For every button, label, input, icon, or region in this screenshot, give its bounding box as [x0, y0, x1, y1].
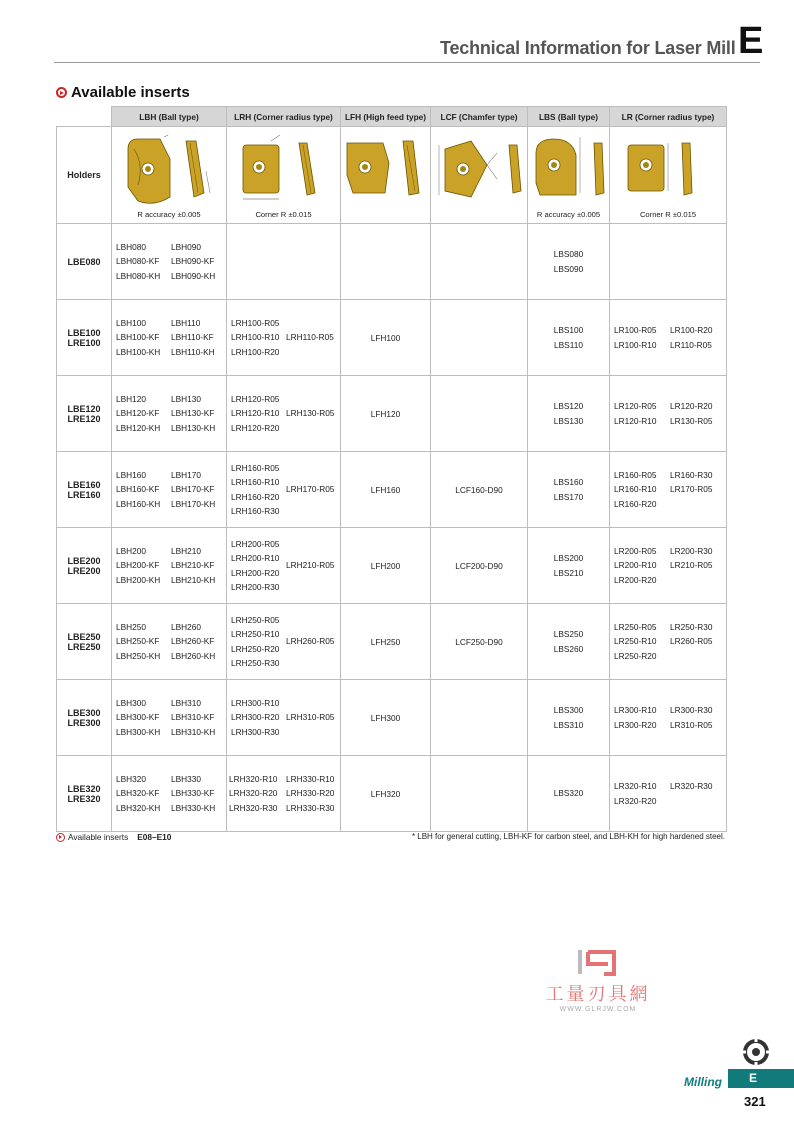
insert-code: LRH300-R10: [231, 697, 280, 708]
holder-cell: [57, 528, 112, 604]
insert-code: LBH110-KH: [171, 346, 215, 357]
insert-code: LR250-R10: [614, 636, 657, 647]
insert-code: LRH330-R10: [286, 773, 335, 784]
holder-name: LRE300: [67, 717, 101, 728]
insert-code: LBH130-KF: [171, 408, 215, 419]
insert-code: LRH120-R10: [231, 408, 280, 419]
insert-code: LR250-R05: [614, 621, 657, 632]
insert-code: LBH160: [116, 469, 146, 480]
lbh-grid: [112, 392, 226, 436]
lrh-cell: [227, 376, 341, 452]
insert-code: LBH130: [171, 393, 201, 404]
holder-name: LRE250: [67, 641, 101, 652]
insert-code: LR200-R10: [614, 560, 657, 571]
holder-cell: [57, 376, 112, 452]
insert-code: LR100-R20: [670, 325, 713, 335]
insert-code: LBH170-KH: [171, 498, 216, 509]
lbh-cell: [112, 300, 227, 376]
lbs-cell: [528, 224, 610, 300]
lrh-stack: [229, 696, 286, 740]
lrh-cell: [227, 528, 341, 604]
insert-code: LBH130-KH: [171, 422, 216, 433]
holder-name: LRE100: [67, 337, 101, 348]
insert-code: LRH320-R10: [229, 773, 278, 784]
insert-code: LRH130-R05: [286, 408, 335, 419]
table-row: [57, 528, 727, 604]
lrh-grid: [227, 696, 340, 740]
insert-code: LBH120-KH: [116, 422, 161, 433]
lrh-stack: [229, 537, 286, 595]
insert-code: LBH110-KF: [171, 332, 214, 343]
lrh-grid: [227, 772, 340, 816]
insert-code: LBH300-KF: [116, 712, 160, 723]
arrow-circle-icon: [56, 87, 67, 98]
lbh-grid: [112, 544, 226, 588]
insert-code: LBH250-KF: [116, 636, 160, 647]
header-rule: [54, 62, 760, 63]
insert-code: LBS170: [553, 491, 584, 502]
lbs-cell: [528, 756, 610, 832]
lr-grid: [610, 544, 726, 588]
insert-code: LRH320-R30: [229, 802, 278, 813]
watermark-text: 工量刃具網: [545, 984, 651, 1004]
lr-cell: [610, 604, 727, 680]
insert-code: LR120-R10: [614, 415, 657, 426]
section-name: Milling: [684, 1075, 722, 1089]
lcf-cell: LCF200-D90: [431, 528, 528, 604]
insert-code: LBS250: [553, 629, 584, 639]
table-header-row: [57, 107, 727, 127]
lrh-insert-drawing: [239, 135, 334, 207]
lfh-cell: LFH200: [341, 528, 431, 604]
insert-code: LBS100: [553, 325, 584, 335]
lbh-grid: [112, 316, 226, 360]
insert-code: LR200-R05: [614, 545, 657, 556]
col-header-lbh: LBH (Ball type): [112, 107, 227, 127]
insert-code: LBH090: [171, 241, 201, 252]
lrh-stack: [229, 392, 286, 436]
lbs-stack: [528, 627, 609, 656]
insert-code: LBH210-KH: [171, 574, 216, 585]
lrh-cell: [227, 756, 341, 832]
col-header-lcf: LCF (Chamfer type): [431, 107, 528, 127]
insert-code: LRH120-R20: [231, 422, 280, 433]
insert-code: LBH210: [171, 545, 201, 556]
insert-code: LBH260-KF: [171, 636, 215, 647]
lr-grid: [610, 703, 726, 732]
insert-code: LR160-R05: [614, 469, 657, 480]
lfh-insert-drawing: [345, 135, 425, 207]
insert-code: LBH090-KH: [171, 270, 216, 281]
insert-code: LRH330-R20: [286, 788, 335, 799]
insert-code: LR320-R20: [614, 795, 657, 806]
insert-code: LBH300: [116, 697, 146, 708]
insert-code: LRH310-R05: [286, 712, 335, 723]
insert-code: LRH210-R05: [286, 560, 335, 571]
insert-code: LBS090: [553, 263, 584, 274]
lbh-grid: [112, 620, 226, 664]
insert-code: LR100-R10: [614, 339, 657, 350]
lbs-cell: [528, 376, 610, 452]
insert-code: LBH200-KH: [116, 574, 161, 585]
insert-code: LBS120: [553, 401, 584, 411]
insert-code: LBH300-KH: [116, 726, 161, 737]
holder-name: LBE160: [67, 479, 101, 490]
insert-code: LRH300-R30: [231, 726, 280, 737]
lr-cell: [610, 224, 727, 300]
insert-code: LBH320: [116, 773, 146, 784]
insert-code: LRH200-R30: [231, 582, 280, 592]
lbs-image-cell: [528, 127, 610, 224]
insert-code: LBH250: [116, 621, 146, 632]
table-row: [57, 300, 727, 376]
insert-code: LRH320-R20: [229, 788, 278, 799]
lbh-grid: [112, 772, 226, 816]
insert-code: LBH330: [171, 773, 201, 784]
arrow-circle-icon: [56, 833, 65, 842]
lfh-cell: LFH320: [341, 756, 431, 832]
section-letter: E: [738, 20, 764, 62]
watermark-url: WWW.GLRJW.COM: [559, 1006, 637, 1013]
insert-code: [670, 794, 726, 809]
lrh-cell: [227, 300, 341, 376]
holder-name: LBE320: [67, 783, 101, 794]
insert-code: LBS160: [553, 477, 584, 487]
table-row: [57, 376, 727, 452]
footer-ref-pages: E08–E10: [137, 832, 172, 842]
lr-image-cell: [610, 127, 727, 224]
lrh-stack: [229, 461, 286, 519]
lrh-grid: [227, 537, 340, 595]
holder-cell: [57, 300, 112, 376]
insert-code: LRH110-R05: [286, 332, 334, 343]
lr-grid: [610, 620, 726, 664]
insert-code: LRH100-R10: [231, 332, 280, 343]
insert-code: LBH310-KH: [171, 726, 216, 737]
watermark: [528, 948, 668, 1013]
holder-name: LBE200: [67, 555, 101, 566]
lcf-cell: [431, 756, 528, 832]
corner-cell: [57, 107, 112, 127]
lfh-cell: LFH120: [341, 376, 431, 452]
lbs-cell: [528, 300, 610, 376]
lcf-cell: [431, 300, 528, 376]
insert-code: LRH330-R30: [286, 802, 335, 813]
insert-code: LBS110: [554, 339, 583, 350]
insert-code: LR300-R30: [670, 705, 713, 715]
footer-reference: [56, 832, 171, 842]
insert-code: LBS080: [553, 249, 584, 259]
lcf-cell: LCF160-D90: [431, 452, 528, 528]
insert-code: LR210-R05: [670, 560, 713, 571]
lrh-cell: [227, 452, 341, 528]
insert-code: LR110-R05: [670, 339, 712, 350]
insert-code: LBH320-KF: [116, 788, 160, 799]
insert-code: LBH310: [171, 697, 201, 708]
insert-code: LBH200: [116, 545, 146, 556]
lbs-stack: [528, 323, 609, 352]
insert-code: LBH080-KH: [116, 270, 161, 281]
lr-cell: [610, 300, 727, 376]
lr-cell: [610, 528, 727, 604]
insert-code: LBS210: [553, 567, 584, 578]
insert-code: LRH200-R05: [231, 538, 280, 549]
lbh-cell: [112, 604, 227, 680]
insert-code: LBS310: [553, 719, 584, 730]
insert-code: LRH200-R20: [231, 567, 280, 578]
col-header-lrh: LRH (Corner radius type): [227, 107, 341, 127]
image-row: [57, 127, 727, 224]
insert-code: LRH260-R05: [286, 636, 335, 647]
lr-cell: [610, 680, 727, 756]
lbh-note: R accuracy ±0.005: [137, 210, 201, 219]
holders-label: Holders: [57, 127, 112, 224]
page-number: 321: [744, 1094, 766, 1109]
insert-code: LR200-R20: [614, 574, 657, 585]
insert-code: LRH160-R30: [231, 506, 280, 516]
holder-name: LRE200: [67, 565, 101, 576]
holder-name: LRE160: [67, 489, 101, 500]
insert-code: LBH170: [171, 469, 201, 480]
lbh-insert-drawing: [124, 135, 219, 207]
table-row: [57, 452, 727, 528]
lbh-grid: [112, 696, 226, 740]
page-header-title: Technical Information for Laser Mill: [440, 38, 736, 58]
insert-code: LRH250-R05: [231, 614, 280, 625]
milling-cutter-icon: [740, 1036, 772, 1068]
insert-code: LRH250-R10: [231, 629, 280, 639]
lr-grid: [610, 468, 726, 512]
table-row: [57, 680, 727, 756]
lbh-cell: [112, 756, 227, 832]
lbh-grid: [112, 240, 226, 284]
insert-code: LR160-R20: [614, 498, 657, 509]
lbs-cell: [528, 452, 610, 528]
lfh-cell: LFH100: [341, 300, 431, 376]
insert-code: LRH200-R10: [231, 553, 280, 563]
insert-code: LR320-R10: [614, 781, 657, 791]
lbs-stack: [528, 551, 609, 580]
lbh-cell: [112, 376, 227, 452]
insert-code: LBH100: [116, 317, 146, 328]
lrh-stack: [229, 316, 286, 360]
insert-code: LBH110: [171, 317, 201, 328]
lbh-grid: [112, 468, 226, 512]
insert-code: LRH250-R30: [231, 658, 280, 668]
lfh-cell: LFH250: [341, 604, 431, 680]
insert-code: LRH250-R20: [231, 643, 280, 654]
lfh-image-cell: [341, 127, 431, 224]
insert-code: [670, 573, 726, 588]
insert-code: LR160-R10: [614, 484, 657, 495]
lcf-cell: [431, 224, 528, 300]
insert-code: LRH160-R10: [231, 477, 280, 487]
insert-code: LBH160-KF: [116, 484, 160, 495]
col-header-lfh: LFH (High feed type): [341, 107, 431, 127]
lrh-note: Corner R ±0.015: [255, 210, 312, 219]
lcf-cell: [431, 680, 528, 756]
lcf-insert-drawing: [437, 135, 527, 207]
insert-code: [670, 649, 726, 664]
insert-code: LRH160-R05: [231, 462, 280, 473]
insert-code: LR200-R30: [670, 545, 713, 556]
insert-code: LR260-R05: [670, 636, 713, 647]
lbs-cell: [528, 604, 610, 680]
lbh-cell: [112, 680, 227, 756]
insert-code: LRH100-R05: [231, 317, 280, 328]
lr-grid: [610, 323, 726, 352]
insert-code: LBS200: [553, 553, 584, 563]
insert-code: LBS260: [553, 643, 584, 654]
holder-cell: [57, 756, 112, 832]
holder-name: LBE250: [67, 631, 101, 642]
lr-cell: [610, 756, 727, 832]
insert-code: LBS130: [553, 415, 584, 426]
lbs-insert-drawing: [532, 135, 612, 207]
watermark-logo-icon: [574, 948, 622, 978]
table-row: [57, 604, 727, 680]
insert-code: LRH160-R20: [231, 491, 280, 502]
lr-grid: [610, 399, 726, 428]
inserts-table: [56, 106, 727, 832]
lrh-grid: [227, 392, 340, 436]
insert-code: LR130-R05: [670, 415, 713, 426]
lcf-cell: [431, 376, 528, 452]
lfh-cell: LFH300: [341, 680, 431, 756]
holder-name: LRE120: [67, 413, 101, 424]
holder-cell: [57, 604, 112, 680]
lrh-cell: [227, 680, 341, 756]
holder-cell: [57, 224, 112, 300]
insert-code: LR170-R05: [670, 484, 713, 495]
insert-code: LBH260: [171, 621, 201, 632]
insert-code: LR160-R30: [670, 469, 713, 480]
insert-code: LR120-R05: [614, 401, 657, 411]
insert-code: LR100-R05: [614, 325, 657, 335]
lr-cell: [610, 376, 727, 452]
lfh-cell: LFH160: [341, 452, 431, 528]
insert-code: [670, 497, 726, 512]
insert-code: LBH250-KH: [116, 650, 161, 661]
lcf-image-cell: [431, 127, 528, 224]
insert-code: LR300-R20: [614, 719, 657, 730]
section-title: [56, 84, 190, 101]
lbs-stack: [528, 786, 609, 801]
insert-code: LR310-R05: [670, 719, 713, 730]
table-row: [57, 224, 727, 300]
footer-note: * LBH for general cutting, LBH-KF for carbon steel, and LBH-KH for high hardened steel.: [411, 832, 725, 841]
insert-code: LBH120-KF: [116, 408, 160, 419]
insert-code: LBH260-KH: [171, 650, 216, 661]
insert-code: LBS300: [553, 705, 584, 715]
insert-code: LBH090-KF: [171, 256, 215, 267]
lr-grid: [610, 779, 726, 808]
section-tab-letter: E: [749, 1071, 758, 1085]
holder-name: LBE080: [67, 256, 101, 267]
insert-code: LRH120-R05: [231, 393, 280, 404]
col-header-lbs: LBS (Ball type): [528, 107, 610, 127]
insert-code: LR120-R20: [670, 401, 713, 411]
lr-insert-drawing: [624, 135, 724, 207]
insert-code: LBH200-KF: [116, 560, 160, 571]
holder-cell: [57, 680, 112, 756]
insert-code: LBS320: [553, 788, 584, 799]
insert-code: LR320-R30: [670, 781, 713, 791]
insert-code: LR250-R20: [614, 650, 657, 661]
lbs-cell: [528, 680, 610, 756]
insert-code: LBH210-KF: [171, 560, 215, 571]
lbh-cell: [112, 528, 227, 604]
holder-name: LRE320: [67, 793, 101, 804]
insert-code: LBH160-KH: [116, 498, 161, 509]
holder-name: LBE300: [67, 707, 101, 718]
lrh-cell: [227, 604, 341, 680]
lrh-cell: [227, 224, 341, 300]
insert-code: LBH170-KF: [171, 484, 215, 495]
lr-note: Corner R ±0.015: [639, 210, 697, 219]
lfh-cell: [341, 224, 431, 300]
footer-ref-label: Available inserts: [68, 832, 129, 842]
section-tab: [728, 1069, 794, 1088]
insert-code: LBH310-KF: [171, 712, 215, 723]
insert-code: LBH330-KF: [171, 788, 215, 799]
insert-code: LRH100-R20: [231, 346, 280, 357]
lbs-stack: [528, 703, 609, 732]
lbh-cell: [112, 224, 227, 300]
lbh-image-cell: [112, 127, 227, 224]
lrh-stack: [229, 613, 286, 671]
insert-code: LBH100-KH: [116, 346, 161, 357]
lrh-grid: [227, 461, 340, 519]
holder-cell: [57, 452, 112, 528]
holder-name: LBE120: [67, 403, 101, 414]
lbs-stack: [528, 399, 609, 428]
lr-cell: [610, 452, 727, 528]
insert-code: LBH080-KF: [116, 256, 160, 267]
lcf-cell: LCF250-D90: [431, 604, 528, 680]
lbs-stack: [528, 247, 609, 276]
insert-code: LBH100-KF: [116, 332, 160, 343]
insert-code: LRH300-R20: [231, 712, 280, 723]
lrh-grid: [227, 316, 340, 360]
insert-code: LBH120: [116, 393, 146, 404]
insert-code: LBH080: [116, 241, 146, 252]
insert-code: LBH330-KH: [171, 802, 216, 813]
col-header-lr: LR (Corner radius type): [610, 107, 727, 127]
insert-code: LR250-R30: [670, 621, 713, 632]
insert-code: LBH320-KH: [116, 802, 161, 813]
lbs-cell: [528, 528, 610, 604]
insert-code: LRH170-R05: [286, 484, 335, 495]
lbs-note: R accuracy ±0.005: [536, 210, 601, 219]
holder-name: LBE100: [67, 327, 101, 338]
table-row: [57, 756, 727, 832]
lrh-grid: [227, 613, 340, 671]
insert-code: LR300-R10: [614, 705, 657, 715]
lbh-cell: [112, 452, 227, 528]
lrh-image-cell: [227, 127, 341, 224]
section-title-text: Available inserts: [71, 84, 190, 101]
lbs-stack: [528, 475, 609, 504]
